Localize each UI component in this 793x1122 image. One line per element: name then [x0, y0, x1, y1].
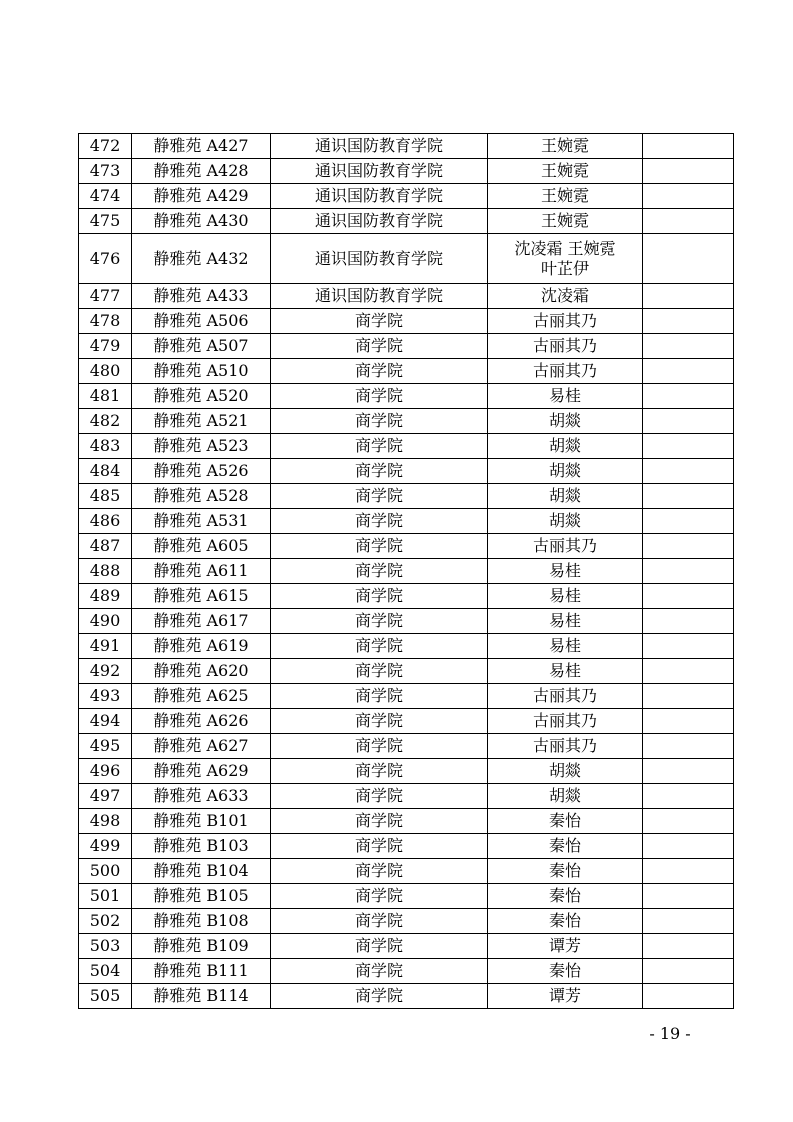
table-row	[79, 734, 734, 759]
cell-note	[643, 309, 734, 334]
cell-note	[643, 884, 734, 909]
table-row	[79, 884, 734, 909]
cell-college: 商学院	[271, 909, 488, 934]
cell-college: 通识国防教育学院	[271, 184, 488, 209]
person-name: 易桂	[548, 611, 581, 630]
cell-room: 静雅苑 A617	[132, 609, 271, 634]
person-name: 易桂	[548, 386, 581, 405]
person-name: 古丽其乃	[532, 536, 597, 555]
cell-number: 495	[79, 734, 132, 759]
cell-college: 商学院	[271, 734, 488, 759]
cell-number: 488	[79, 559, 132, 584]
cell-note	[643, 459, 734, 484]
table-row	[79, 484, 734, 509]
person-name: 易桂	[548, 586, 581, 605]
table-body	[79, 134, 734, 1009]
cell-person	[488, 384, 643, 409]
cell-number: 474	[79, 184, 132, 209]
person-name: 叶芷伊	[540, 258, 589, 278]
cell-college: 商学院	[271, 709, 488, 734]
cell-person	[488, 534, 643, 559]
table-row	[79, 534, 734, 559]
cell-number: 500	[79, 859, 132, 884]
cell-room: 静雅苑 A615	[132, 584, 271, 609]
cell-note	[643, 684, 734, 709]
cell-college: 通识国防教育学院	[271, 284, 488, 309]
table-row	[79, 584, 734, 609]
cell-note	[643, 534, 734, 559]
cell-college: 商学院	[271, 434, 488, 459]
cell-room: 静雅苑 A520	[132, 384, 271, 409]
cell-room: 静雅苑 A521	[132, 409, 271, 434]
cell-note	[643, 659, 734, 684]
table-row	[79, 834, 734, 859]
cell-note	[643, 184, 734, 209]
cell-college: 商学院	[271, 784, 488, 809]
person-name: 胡燚	[548, 461, 581, 480]
cell-number: 497	[79, 784, 132, 809]
cell-room: 静雅苑 A427	[132, 134, 271, 159]
cell-college: 商学院	[271, 309, 488, 334]
person-name: 古丽其乃	[532, 711, 597, 730]
cell-number: 479	[79, 334, 132, 359]
cell-college: 商学院	[271, 409, 488, 434]
cell-college: 商学院	[271, 859, 488, 884]
cell-note	[643, 384, 734, 409]
cell-college: 商学院	[271, 684, 488, 709]
cell-note	[643, 234, 734, 284]
cell-room: 静雅苑 A528	[132, 484, 271, 509]
table-row	[79, 359, 734, 384]
cell-person	[488, 184, 643, 209]
cell-room: 静雅苑 A633	[132, 784, 271, 809]
cell-note	[643, 159, 734, 184]
person-name: 秦怡	[548, 886, 581, 905]
cell-room: 静雅苑 A429	[132, 184, 271, 209]
cell-room: 静雅苑 B105	[132, 884, 271, 909]
cell-number: 501	[79, 884, 132, 909]
table-row	[79, 784, 734, 809]
person-name: 秦怡	[548, 811, 581, 830]
cell-person	[488, 334, 643, 359]
cell-number: 486	[79, 509, 132, 534]
cell-person	[488, 159, 643, 184]
cell-college: 商学院	[271, 934, 488, 959]
cell-college: 商学院	[271, 534, 488, 559]
table-row	[79, 234, 734, 284]
cell-number: 489	[79, 584, 132, 609]
cell-note	[643, 134, 734, 159]
table-row	[79, 209, 734, 234]
table-row	[79, 859, 734, 884]
cell-number: 485	[79, 484, 132, 509]
cell-number: 483	[79, 434, 132, 459]
cell-room: 静雅苑 A432	[132, 234, 271, 284]
cell-person	[488, 784, 643, 809]
person-name: 谭芳	[548, 986, 581, 1005]
cell-college: 商学院	[271, 559, 488, 584]
cell-person	[488, 584, 643, 609]
cell-note	[643, 509, 734, 534]
cell-room: 静雅苑 A507	[132, 334, 271, 359]
cell-note	[643, 284, 734, 309]
cell-number: 503	[79, 934, 132, 959]
cell-room: 静雅苑 A510	[132, 359, 271, 384]
person-name: 谭芳	[548, 936, 581, 955]
person-name: 古丽其乃	[532, 311, 597, 330]
cell-room: 静雅苑 A605	[132, 534, 271, 559]
cell-number: 493	[79, 684, 132, 709]
table-row	[79, 184, 734, 209]
cell-person	[488, 984, 643, 1009]
cell-room: 静雅苑 A523	[132, 434, 271, 459]
cell-note	[643, 859, 734, 884]
cell-college: 商学院	[271, 834, 488, 859]
cell-number: 494	[79, 709, 132, 734]
table-row	[79, 334, 734, 359]
cell-number: 505	[79, 984, 132, 1009]
cell-person	[488, 234, 643, 284]
table-row	[79, 684, 734, 709]
cell-person	[488, 434, 643, 459]
cell-person	[488, 684, 643, 709]
cell-note	[643, 734, 734, 759]
person-name: 古丽其乃	[532, 736, 597, 755]
person-name: 秦怡	[548, 836, 581, 855]
cell-college: 通识国防教育学院	[271, 134, 488, 159]
cell-person	[488, 634, 643, 659]
cell-person	[488, 934, 643, 959]
cell-note	[643, 959, 734, 984]
cell-college: 商学院	[271, 509, 488, 534]
cell-college: 商学院	[271, 609, 488, 634]
cell-number: 492	[79, 659, 132, 684]
person-name: 王婉霓	[540, 186, 589, 205]
table-row	[79, 409, 734, 434]
cell-room: 静雅苑 A430	[132, 209, 271, 234]
cell-college: 商学院	[271, 884, 488, 909]
cell-person	[488, 759, 643, 784]
cell-person	[488, 209, 643, 234]
cell-number: 480	[79, 359, 132, 384]
cell-note	[643, 909, 734, 934]
cell-college: 商学院	[271, 809, 488, 834]
cell-person	[488, 134, 643, 159]
cell-person	[488, 409, 643, 434]
cell-number: 477	[79, 284, 132, 309]
person-name: 胡燚	[548, 436, 581, 455]
cell-note	[643, 709, 734, 734]
page-number: - 19 -	[649, 1024, 691, 1043]
cell-room: 静雅苑 A619	[132, 634, 271, 659]
cell-number: 504	[79, 959, 132, 984]
person-name: 古丽其乃	[532, 686, 597, 705]
cell-college: 商学院	[271, 759, 488, 784]
person-name: 易桂	[548, 661, 581, 680]
cell-person	[488, 359, 643, 384]
cell-person	[488, 709, 643, 734]
cell-number: 473	[79, 159, 132, 184]
cell-room: 静雅苑 B104	[132, 859, 271, 884]
cell-college: 商学院	[271, 959, 488, 984]
cell-number: 472	[79, 134, 132, 159]
cell-college: 商学院	[271, 334, 488, 359]
cell-note	[643, 759, 734, 784]
cell-room: 静雅苑 A625	[132, 684, 271, 709]
person-name: 古丽其乃	[532, 361, 597, 380]
table-row	[79, 909, 734, 934]
cell-college: 通识国防教育学院	[271, 159, 488, 184]
table-row	[79, 634, 734, 659]
cell-note	[643, 984, 734, 1009]
cell-note	[643, 209, 734, 234]
cell-note	[643, 484, 734, 509]
cell-person	[488, 859, 643, 884]
table-row	[79, 609, 734, 634]
cell-note	[643, 434, 734, 459]
cell-note	[643, 609, 734, 634]
cell-note	[643, 409, 734, 434]
cell-room: 静雅苑 A627	[132, 734, 271, 759]
cell-college: 商学院	[271, 984, 488, 1009]
table-row	[79, 459, 734, 484]
cell-person	[488, 734, 643, 759]
table-row	[79, 134, 734, 159]
person-name: 胡燚	[548, 511, 581, 530]
cell-note	[643, 934, 734, 959]
cell-note	[643, 584, 734, 609]
cell-room: 静雅苑 A526	[132, 459, 271, 484]
table-row	[79, 434, 734, 459]
cell-college: 商学院	[271, 584, 488, 609]
cell-note	[643, 834, 734, 859]
cell-room: 静雅苑 B111	[132, 959, 271, 984]
cell-number: 475	[79, 209, 132, 234]
table-row	[79, 759, 734, 784]
table-row	[79, 384, 734, 409]
cell-room: 静雅苑 A626	[132, 709, 271, 734]
cell-room: 静雅苑 B103	[132, 834, 271, 859]
person-name: 王婉霓	[540, 161, 589, 180]
cell-person	[488, 309, 643, 334]
table-row	[79, 509, 734, 534]
cell-room: 静雅苑 A428	[132, 159, 271, 184]
cell-college: 商学院	[271, 659, 488, 684]
cell-person	[488, 484, 643, 509]
person-name: 沈凌霜 王婉霓	[514, 238, 616, 258]
person-name: 王婉霓	[540, 136, 589, 155]
person-name: 胡燚	[548, 786, 581, 805]
cell-number: 496	[79, 759, 132, 784]
cell-person	[488, 909, 643, 934]
cell-number: 499	[79, 834, 132, 859]
table-row	[79, 559, 734, 584]
cell-room: 静雅苑 B108	[132, 909, 271, 934]
cell-note	[643, 559, 734, 584]
cell-number: 491	[79, 634, 132, 659]
cell-room: 静雅苑 A433	[132, 284, 271, 309]
cell-person	[488, 459, 643, 484]
cell-note	[643, 809, 734, 834]
cell-room: 静雅苑 A611	[132, 559, 271, 584]
cell-college: 商学院	[271, 484, 488, 509]
cell-number: 484	[79, 459, 132, 484]
person-name: 胡燚	[548, 761, 581, 780]
cell-room: 静雅苑 A506	[132, 309, 271, 334]
cell-number: 478	[79, 309, 132, 334]
cell-college: 通识国防教育学院	[271, 209, 488, 234]
table-row	[79, 284, 734, 309]
cell-note	[643, 334, 734, 359]
cell-person	[488, 809, 643, 834]
cell-person	[488, 609, 643, 634]
table-row	[79, 809, 734, 834]
person-name: 胡燚	[548, 486, 581, 505]
cell-room: 静雅苑 B109	[132, 934, 271, 959]
dormitory-table	[78, 133, 734, 1009]
cell-college: 商学院	[271, 459, 488, 484]
person-name: 易桂	[548, 636, 581, 655]
table-row	[79, 709, 734, 734]
cell-room: 静雅苑 A531	[132, 509, 271, 534]
person-name: 古丽其乃	[532, 336, 597, 355]
cell-person	[488, 659, 643, 684]
table-row	[79, 159, 734, 184]
table-row	[79, 959, 734, 984]
cell-room: 静雅苑 B101	[132, 809, 271, 834]
person-name: 秦怡	[548, 861, 581, 880]
cell-person	[488, 284, 643, 309]
cell-person	[488, 884, 643, 909]
table-row	[79, 934, 734, 959]
cell-number: 490	[79, 609, 132, 634]
cell-college: 商学院	[271, 634, 488, 659]
cell-person	[488, 509, 643, 534]
cell-number: 476	[79, 234, 132, 284]
cell-person	[488, 834, 643, 859]
table-row	[79, 659, 734, 684]
cell-note	[643, 359, 734, 384]
cell-room: 静雅苑 A620	[132, 659, 271, 684]
person-name: 秦怡	[548, 911, 581, 930]
person-name: 王婉霓	[540, 211, 589, 230]
cell-number: 481	[79, 384, 132, 409]
cell-room: 静雅苑 B114	[132, 984, 271, 1009]
cell-number: 482	[79, 409, 132, 434]
person-name: 易桂	[548, 561, 581, 580]
cell-college: 通识国防教育学院	[271, 234, 488, 284]
cell-college: 商学院	[271, 384, 488, 409]
cell-note	[643, 784, 734, 809]
cell-note	[643, 634, 734, 659]
person-name: 胡燚	[548, 411, 581, 430]
cell-room: 静雅苑 A629	[132, 759, 271, 784]
table-row	[79, 309, 734, 334]
cell-number: 502	[79, 909, 132, 934]
cell-person	[488, 559, 643, 584]
cell-number: 498	[79, 809, 132, 834]
cell-college: 商学院	[271, 359, 488, 384]
table-row	[79, 984, 734, 1009]
cell-person	[488, 959, 643, 984]
cell-number: 487	[79, 534, 132, 559]
person-name: 秦怡	[548, 961, 581, 980]
person-name: 沈凌霜	[540, 286, 589, 305]
